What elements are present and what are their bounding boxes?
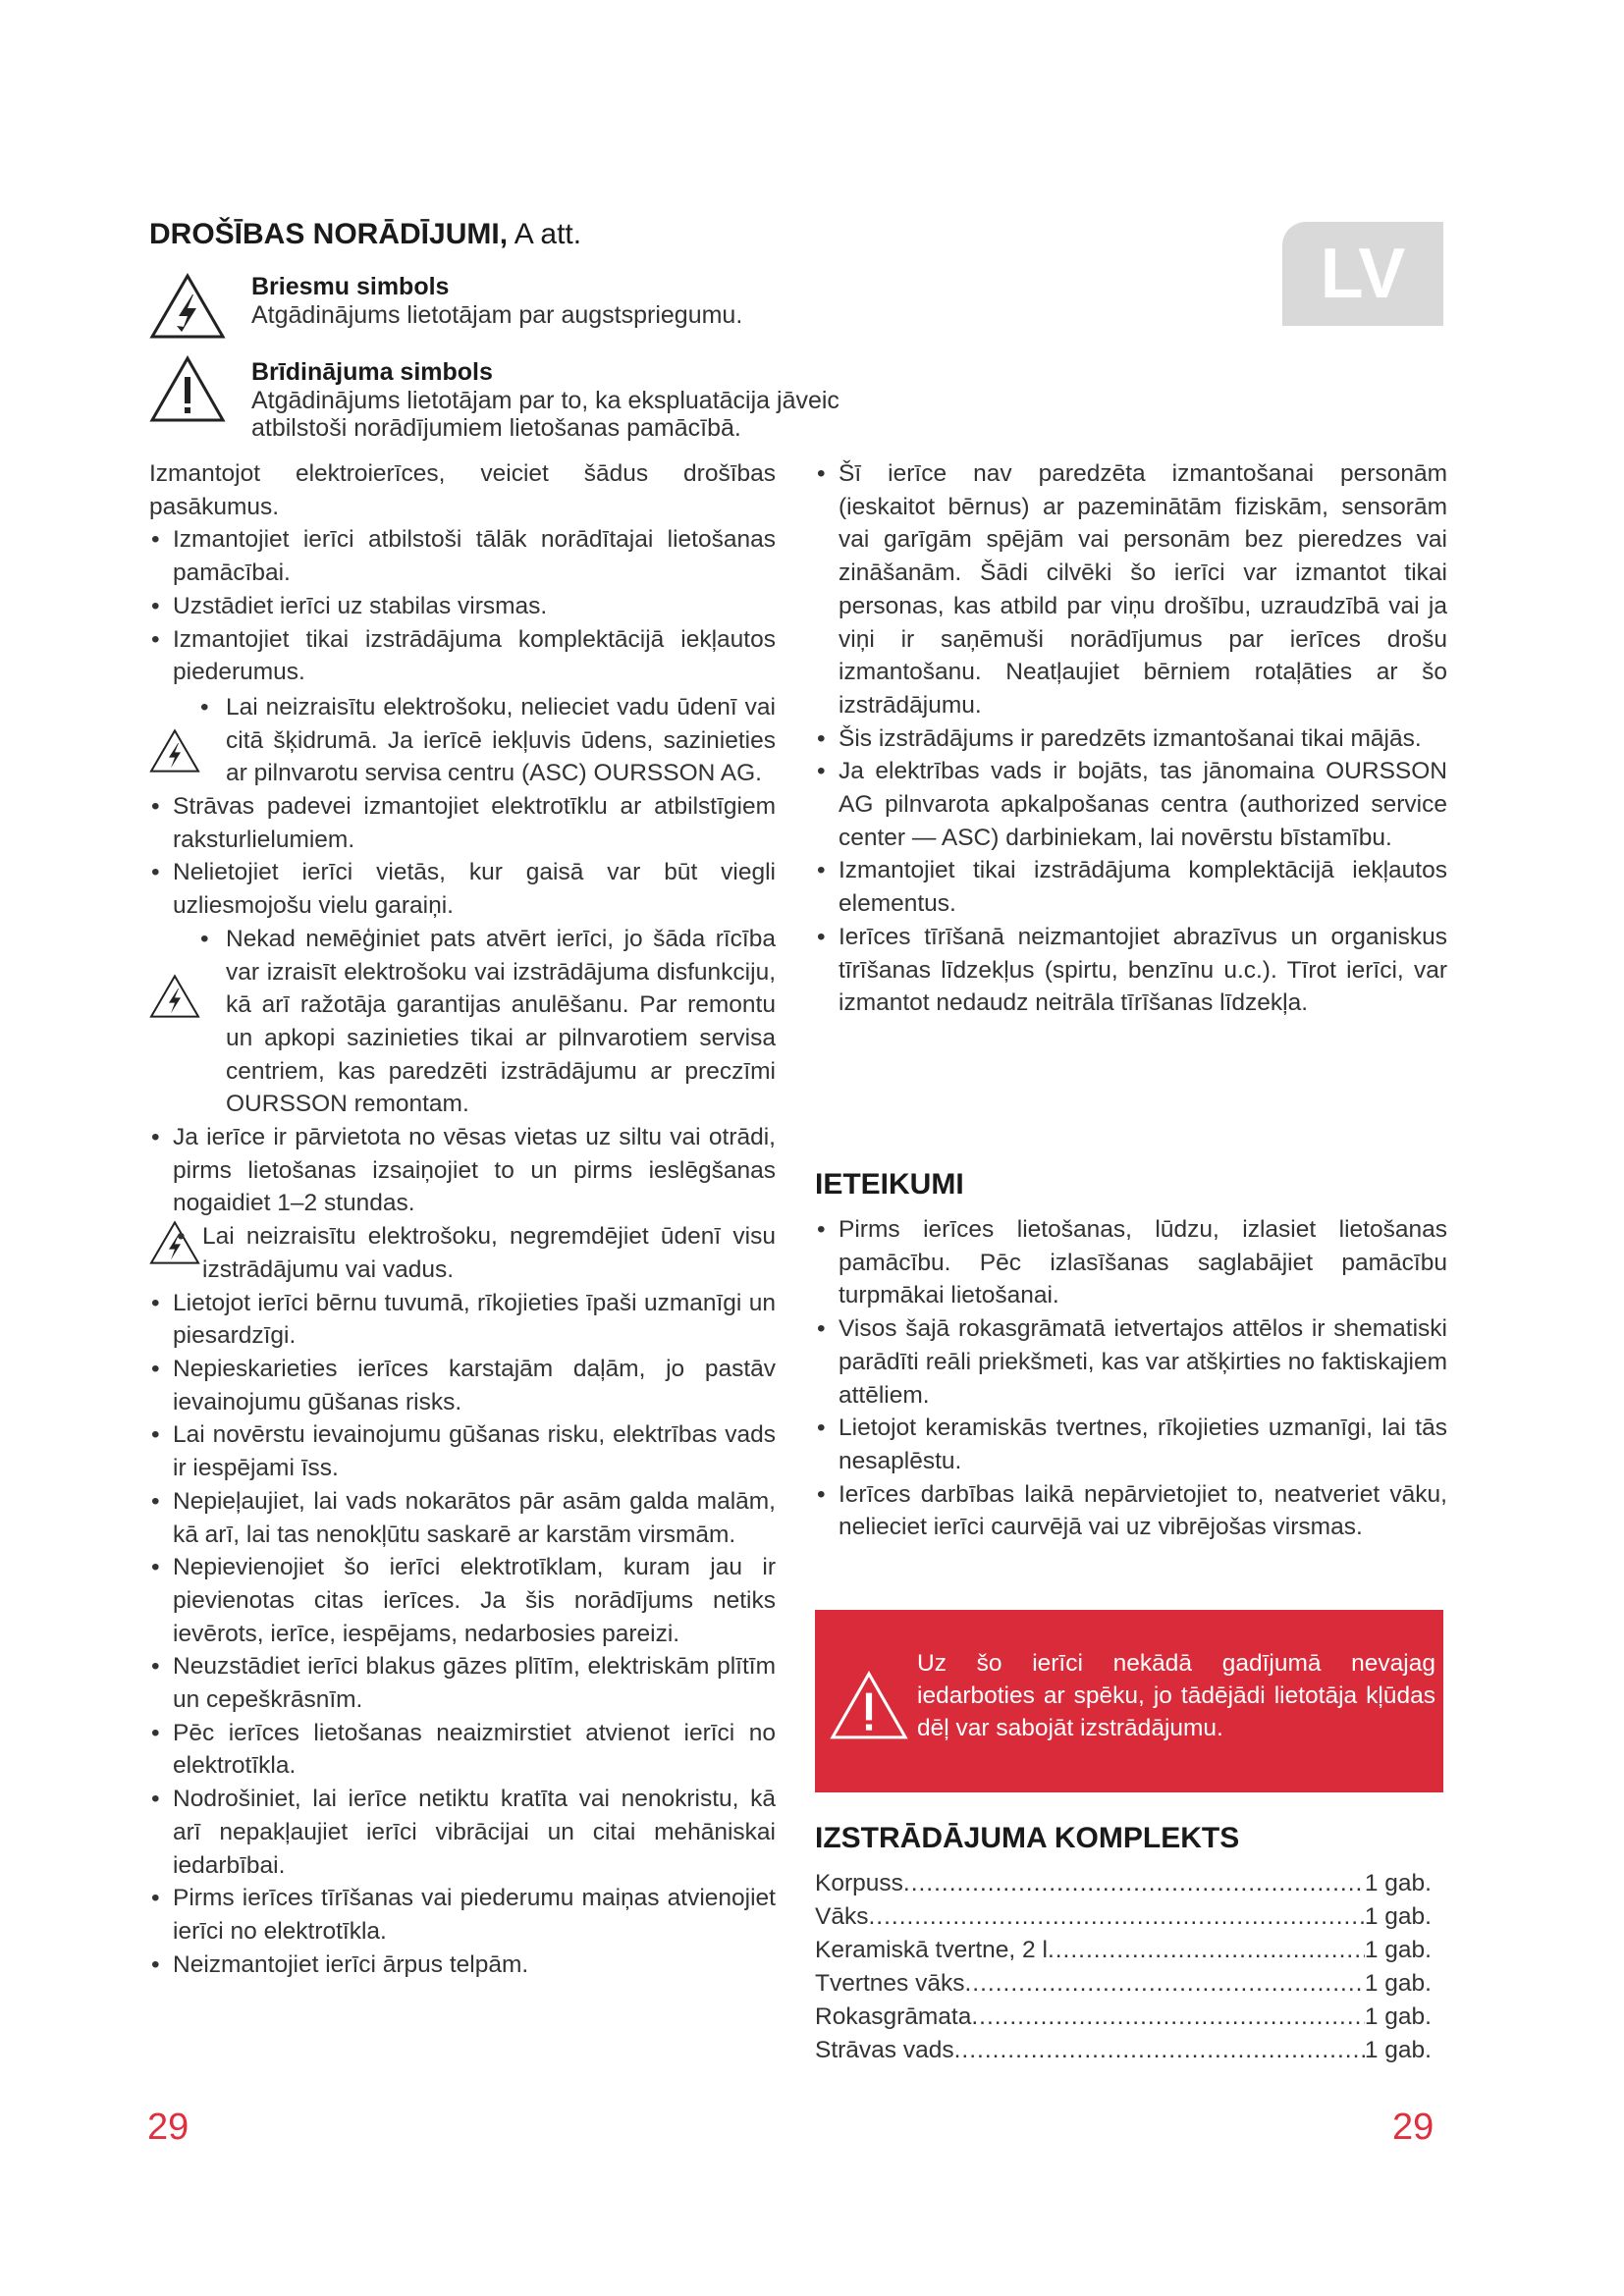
list-item: • Izmantojiet tikai izstrādājuma komplektācijā iekļautos elementus. [815, 854, 1447, 920]
kit-row [815, 1867, 1432, 1900]
warning-text: • Lai neizraisītu elektrošoku, nelieciet vadu ūdenī vai citā šķidrumā. Ja ierīcē iekļuvis ūdens, sazinieties ar pilnvarotu servisa centru (ASC) OURSSON AG. [200, 691, 776, 790]
language-badge: LV [1282, 222, 1443, 326]
symbol-title-warning: Brīdinājuma simbols [251, 358, 493, 386]
high-voltage-warning-icon [149, 273, 226, 340]
list-item: • Neuzstādiet ierīci blakus gāzes plītīm, elektriskām plītīm un cepeškrāsnīm. [149, 1650, 776, 1716]
list-item: • Pirms ierīces lietošanas, lūdzu, izlasiet lietošanas pamācību. Pēc izlasīšanas saglabājiet pamācību turpmākai lietošanai. [815, 1213, 1447, 1312]
kit-row [815, 1900, 1432, 1934]
kit-item-qty: 1 gab. [1364, 1870, 1432, 1896]
kit-heading: IZSTRĀDĀJUMA KOMPLEKTS [815, 1822, 1240, 1854]
list-item: • Nodrošiniet, lai ierīce netiktu kratīta vai nenokristu, kā arī nepakļaujiet ierīci vibrācijai un citai mehāniskai iedarbībai. [149, 1783, 776, 1882]
tips-heading: IETEIKUMI [815, 1168, 964, 1201]
page-title [149, 218, 581, 251]
list-item: • Neizmantojiet ierīci ārpus telpām. [149, 1949, 776, 1982]
kit-item-name: Korpuss [815, 1870, 903, 1896]
page-title-bold: DROŠĪBAS NORĀDĪJUMI, [149, 218, 509, 250]
warning-block [149, 923, 776, 1121]
warning-text: • Lai neizraisītu elektrošoku, negremdējiet ūdenī visu izstrādājumu vai vadus. [177, 1220, 776, 1286]
page-number-left: 29 [147, 2107, 189, 2148]
kit-list [815, 1867, 1432, 2067]
warning-block [149, 1220, 776, 1286]
high-voltage-warning-icon [149, 728, 200, 774]
list-item: • Šī ierīce nav paredzēta izmantošanai personām (ieskaitot bērnus) ar pazeminātām fiziskām, sensorām vai garīgām spējām vai personām bez pieredzes vai zināšanām. Šādi cilvēki šo ierīci var izmantot tikai personas, kas atbild par viņu drošību, uzraudzībā vai ja viņi ir saņēmuši norādījumus par ierīces drošu izmantošanu. Neatļaujiet bērniem rotaļāties ar šo izstrādājumu. [815, 457, 1447, 722]
warning-block [149, 691, 776, 790]
kit-item-name: Rokasgrāmata [815, 2003, 972, 2030]
list-item: • Izmantojiet tikai izstrādājuma komplektācijā iekļautos piederumus. [149, 623, 776, 689]
caution-alert-box [815, 1610, 1443, 1792]
kit-item-qty: 1 gab. [1364, 1903, 1432, 1930]
kit-item-name: Keramiskā tvertne, 2 l [815, 1937, 1048, 1963]
kit-item-qty: 1 gab. [1364, 2037, 1432, 2063]
list-item: • Nepievienojiet šo ierīci elektrotīklam, kuram jau ir pievienotas citas ierīces. Ja šis norādījums netiks ievērots, ierīce, iespējams, nedarbosies pareizi. [149, 1551, 776, 1650]
page-number-right: 29 [1392, 2107, 1435, 2148]
exclamation-warning-icon [149, 355, 226, 424]
symbol-text-danger: Atgādinājums lietotājam par augstspriegumu. [251, 301, 743, 329]
kit-row [815, 1934, 1432, 1967]
list-item: • Ja ierīce ir pārvietota no vēsas vietas uz siltu vai otrādi, pirms lietošanas izsaiņojiet to un pirms ieslēgšanas nogaidiet 1–2 stundas. [149, 1121, 776, 1220]
list-item: • Pēc ierīces lietošanas neaizmirstiet atvienot ierīci no elektrotīkla. [149, 1717, 776, 1783]
kit-row [815, 2034, 1432, 2067]
intro-text: Izmantojot elektroierīces, veiciet šādus drošības pasākumus. [149, 460, 776, 520]
list-item: • Visos šajā rokasgrāmatā ietvertajos attēlos ir shematiski parādīti reāli priekšmeti, kas var atšķirties no faktiskajiem attēliem. [815, 1312, 1447, 1412]
tips-list [815, 1213, 1447, 1544]
kit-row [815, 1967, 1432, 2001]
list-item: • Strāvas padevei izmantojiet elektrotīklu ar atbilstīgiem raksturlielumiem. [149, 790, 776, 856]
page-title-rest: A att. [508, 218, 582, 250]
list-item: • Izmantojiet ierīci atbilstoši tālāk norādītajai lietošanas pamācībai. [149, 523, 776, 589]
list-item: • Lietojot ierīci bērnu tuvumā, rīkojieties īpaši uzmanīgi un piesardzīgi. [149, 1287, 776, 1353]
list-item: • Nelietojiet ierīci vietās, kur gaisā var būt viegli uzliesmojošu vielu garaiņi. [149, 856, 776, 922]
kit-item-name: Strāvas vads [815, 2037, 954, 2063]
list-item: • Lai novērstu ievainojumu gūšanas risku, elektrības vads ir iespējami īss. [149, 1418, 776, 1484]
list-item: • Nepieskarieties ierīces karstajām daļām, jo pastāv ievainojumu gūšanas risks. [149, 1353, 776, 1418]
symbol-text-warning-2: atbilstoši norādījumiem lietošanas pamācībā. [251, 414, 741, 442]
kit-row [815, 2001, 1432, 2034]
kit-item-qty: 1 gab. [1364, 1937, 1432, 1963]
left-column [149, 457, 776, 1981]
kit-item-name: Vāks [815, 1903, 869, 1930]
symbol-title-danger: Briesmu simbols [251, 273, 450, 300]
list-item: • Lietojot keramiskās tvertnes, rīkojieties uzmanīgi, lai tās nesaplēstu. [815, 1412, 1447, 1477]
list-item: • Ierīces tīrīšanā neizmantojiet abrazīvus un organiskus tīrīšanas līdzekļus (spirtu, benzīnu u.c.). Tīrot ierīci, var izmantot nedaudz neitrāla tīrīšanas līdzekļa. [815, 921, 1447, 1020]
list-item: • Šis izstrādājums ir paredzēts izmantošanai tikai mājās. [815, 722, 1447, 756]
list-item: • Nepieļaujiet, lai vads nokarātos pār asām galda malām, kā arī, lai tas nenokļūtu saskarē ar karstām virsmām. [149, 1485, 776, 1551]
list-item: • Pirms ierīces tīrīšanas vai piederumu maiņas atvienojiet ierīci no elektrotīkla. [149, 1882, 776, 1948]
list-item: • Ja elektrības vads ir bojāts, tas jānomaina OURSSON AG pilnvarota apkalpošanas centra (authorized service center — ASC) darbiniekam, lai novērstu bīstamību. [815, 755, 1447, 854]
kit-item-qty: 1 gab. [1364, 1970, 1432, 1997]
exclamation-warning-icon [829, 1671, 909, 1741]
list-item: • Uzstādiet ierīci uz stabilas virsmas. [149, 590, 776, 623]
warning-text: • Nekad neмēģiniet pats atvērt ierīci, jo šāda rīcība var izraisīt elektrošoku vai izstrādājuma disfunkciju, kā arī ražotāja garantijas anulēšanu. Par remontu un apkopi sazinieties tikai ar pilnvarotiem servisa centriem, kas paredzēti izstrādājumu ar preczīmi OURSSON remontam. [200, 923, 776, 1121]
high-voltage-warning-icon [149, 974, 200, 1019]
list-item: • Ierīces darbības laikā nepārvietojiet to, neatveriet vāku, nelieciet ierīci caurvējā vai uz vibrējošas virsmas. [815, 1478, 1447, 1544]
caution-alert-text: Uz šo ierīci nekādā gadījumā nevajag iedarboties ar spēku, jo tādējādi lietotāja kļūdas dēļ var sabojāt izstrādājumu. [917, 1650, 1435, 1741]
symbol-text-warning-1: Atgādinājums lietotājam par to, ka ekspluatācija jāveic [251, 387, 839, 414]
kit-item-qty: 1 gab. [1364, 2003, 1432, 2030]
right-column [815, 457, 1447, 1020]
kit-item-name: Tvertnes vāks [815, 1970, 965, 1997]
